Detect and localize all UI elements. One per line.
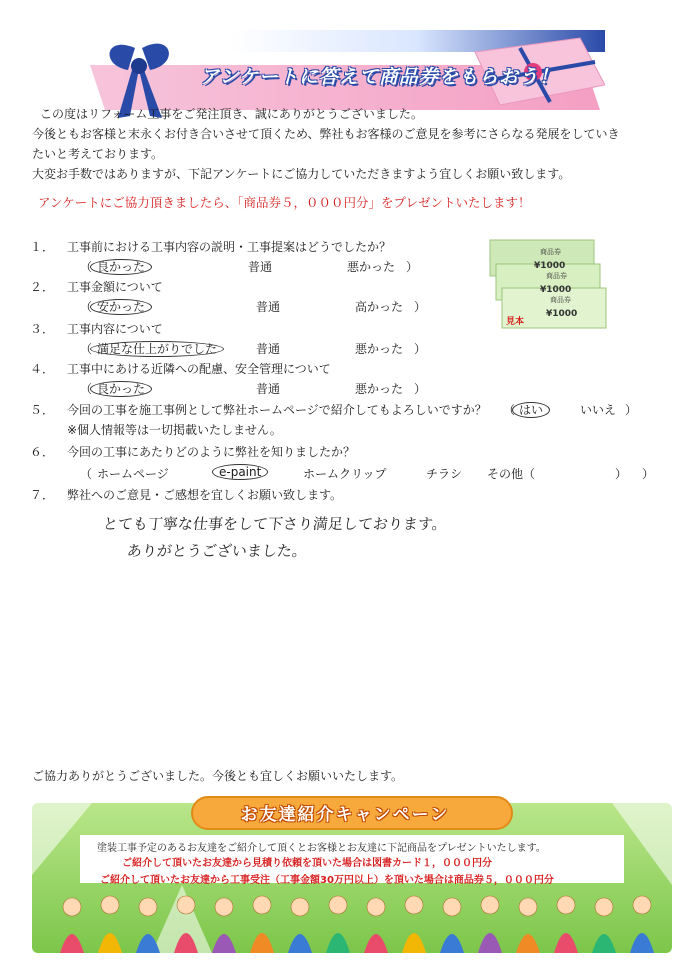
paren-open: （ [80, 467, 93, 481]
question-text: 工事内容について [67, 322, 163, 336]
campaign-title: お友達紹介キャンペーン [240, 805, 450, 825]
answer-option[interactable]: ホームクリップ [303, 467, 387, 481]
answer-option-selected[interactable]: 安かった [90, 299, 152, 315]
intro-line: たいと考えております。 [32, 147, 164, 161]
answer-option[interactable]: 高かった [355, 300, 404, 314]
answer-option[interactable]: 悪かった [347, 260, 396, 274]
campaign-offer: ご紹介して頂いたお友達から工事受注（工事金額30万円以上）を頂いた場合は商品券５，０００円分 [100, 875, 554, 886]
voucher-price: ¥1000 [546, 309, 578, 319]
answer-option-selected[interactable]: e-paint [212, 464, 268, 480]
intro-line: この度はリフォーム工事をご発注頂き、誠にありがとうございました。 [40, 107, 423, 121]
answer-option-selected[interactable]: 良かった [90, 381, 152, 397]
handwritten-comment: とても丁寧な仕事をして下さり満足しております。 [102, 515, 448, 533]
voucher-label: 商品券 [546, 272, 567, 280]
paren-open: （ [80, 382, 93, 396]
paren-open: （ [503, 403, 516, 417]
answer-option-selected[interactable]: 良かった [90, 259, 152, 275]
campaign-description: 塗装工事予定のあるお友達をご紹介して頂くとお客様とお友達に下記商品をプレゼントいたします。 [97, 843, 546, 854]
question-number: ２． [30, 280, 55, 294]
answer-option[interactable]: 悪かった [355, 382, 404, 396]
question-text: 工事中にあける近隣への配慮、安全管理について [67, 362, 331, 376]
paren-open: （ [80, 300, 93, 314]
paren-close: ） [625, 403, 638, 417]
voucher-price: ¥1000 [540, 285, 572, 295]
voucher-label: 商品券 [540, 248, 561, 256]
handwritten-comment: ありがとうございました。 [126, 542, 308, 560]
paren-close: ） [615, 467, 628, 481]
banner-title: アンケートに答えて商品券をもらおう！ [200, 66, 559, 88]
answer-option[interactable]: チラシ [426, 467, 463, 481]
paren-close: ） [406, 260, 419, 274]
paren-open: （ [80, 260, 93, 274]
question-text: 工事金額について [67, 280, 163, 294]
answer-option-selected[interactable]: 満足な仕上がりでした [90, 341, 224, 357]
answer-option[interactable]: 普通 [248, 260, 273, 274]
present-notice: アンケートにご協力頂きましたら、「商品券５，０００円分」をプレゼントいたします！ [38, 195, 531, 210]
voucher-label: 商品券 [550, 296, 571, 304]
campaign-offer: ご紹介して頂いたお友達から見積り依頼を頂いた場合は図書カード１，０００円分 [122, 858, 492, 869]
answer-option[interactable]: 悪かった [355, 342, 404, 356]
question-number: ３． [30, 322, 55, 336]
question-number: ５． [30, 403, 55, 417]
gift-voucher-image [488, 238, 608, 336]
paren-close: ） [414, 300, 427, 314]
answer-option[interactable]: その他（ [487, 467, 536, 481]
intro-line: 今後ともお客様と末永くお付き合いさせて頂くため、弊社もお客様のご意見を参考にさらなる発展をしていき [32, 127, 620, 141]
question-text: 弊社へのご意見・ご感想を宜しくお願い致します。 [67, 488, 343, 502]
paren-close: ） [414, 382, 427, 396]
answer-option[interactable]: 普通 [256, 382, 281, 396]
question-number: ６． [30, 445, 55, 459]
paren-close: ） [414, 342, 427, 356]
question-text: 工事前における工事内容の説明・工事提案はどうでしたか？ [67, 240, 392, 254]
answer-option-selected[interactable]: はい [512, 402, 550, 418]
closing-message: ご協力ありがとうございました。今後とも宜しくお願いいたします。 [32, 769, 404, 783]
question-text: 今回の工事にあたりどのように弊社を知りましたか？ [67, 445, 356, 459]
sample-stamp: 見本 [506, 317, 525, 327]
paren-close: ） [642, 467, 655, 481]
privacy-note: ※個人情報等は一切掲載いたしません。 [67, 423, 282, 437]
question-text: 今回の工事を施工事例として弊社ホームページで紹介してもよろしいですか？ [67, 403, 487, 417]
answer-option[interactable]: 普通 [256, 342, 281, 356]
voucher-price: ¥1000 [534, 261, 566, 271]
intro-line: 大変お手数ではありますが、下記アンケートにご協力していただきますよう宜しくお願い致します。 [32, 167, 571, 181]
question-number: ４． [30, 362, 55, 376]
answer-option[interactable]: いいえ [580, 403, 617, 417]
answer-option[interactable]: ホームページ [97, 467, 169, 481]
question-number: １． [30, 240, 55, 254]
paren-open: （ [80, 342, 93, 356]
answer-option[interactable]: 普通 [256, 300, 281, 314]
question-number: ７． [30, 488, 55, 502]
